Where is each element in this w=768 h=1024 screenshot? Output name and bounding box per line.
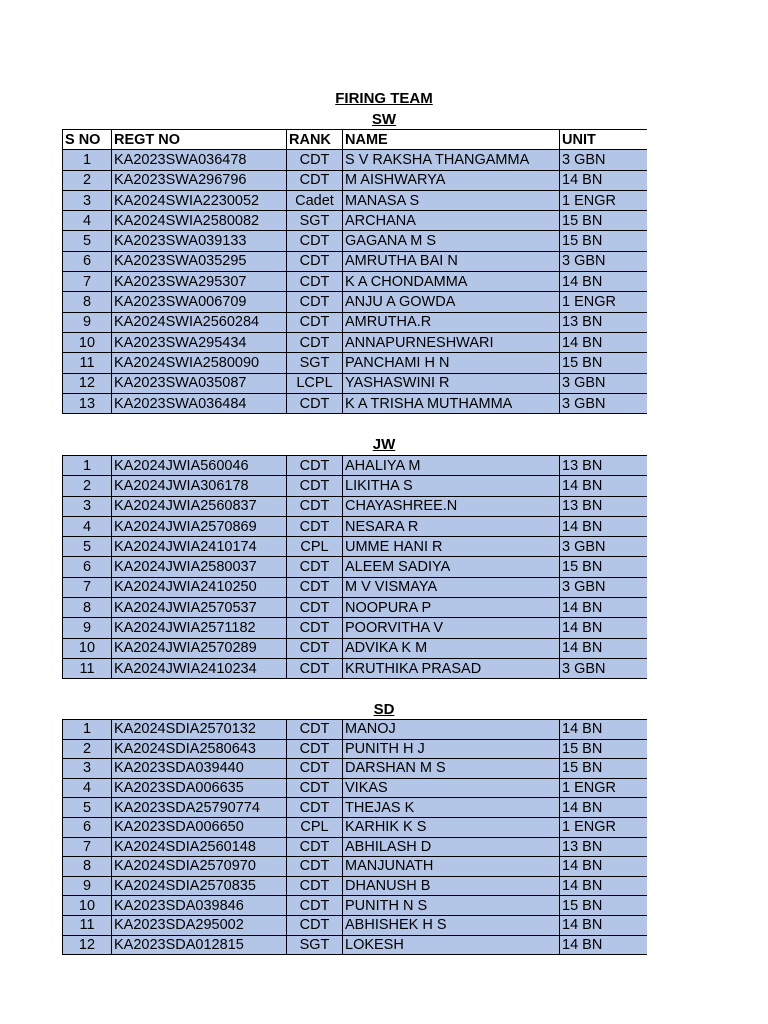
cell-name: DHANUSH B (343, 876, 560, 896)
cell-unit: 1 ENGR (560, 817, 647, 837)
table-row (63, 720, 647, 740)
cell-regt-no: KA2024JWIA2560837 (112, 496, 287, 516)
table-row (63, 817, 647, 837)
cell-regt-no: KA2024JWIA2571182 (112, 618, 287, 638)
table-row (63, 896, 647, 916)
cell-name: ABHISHEK H S (343, 915, 560, 935)
cell-unit: 3 GBN (560, 658, 647, 678)
cell-name: VIKAS (343, 778, 560, 798)
cell-sno: 4 (63, 516, 112, 536)
table-row (63, 638, 647, 658)
table-row (63, 837, 647, 857)
page-title: FIRING TEAM (335, 90, 433, 107)
cell-regt-no: KA2023SDA039440 (112, 759, 287, 779)
cell-sno: 9 (63, 618, 112, 638)
cell-rank: CDT (287, 857, 343, 877)
cell-name: PUNITH H J (343, 739, 560, 759)
header-rank: RANK (287, 130, 343, 150)
cell-name: S V RAKSHA THANGAMMA (343, 150, 560, 170)
cell-sno: 1 (63, 720, 112, 740)
cell-regt-no: KA2024JWIA560046 (112, 456, 287, 476)
cell-regt-no: KA2023SWA006709 (112, 292, 287, 312)
table-row (63, 598, 647, 618)
sw-table (62, 129, 647, 414)
cell-sno: 7 (63, 837, 112, 857)
cell-rank: CDT (287, 798, 343, 818)
cell-unit: 15 BN (560, 759, 647, 779)
table-row (63, 915, 647, 935)
cell-unit: 13 BN (560, 496, 647, 516)
cell-sno: 5 (63, 537, 112, 557)
cell-name: ADVIKA K M (343, 638, 560, 658)
table-row (63, 516, 647, 536)
cell-name: PANCHAMI H N (343, 353, 560, 373)
cell-unit: 13 BN (560, 837, 647, 857)
cell-unit: 1 ENGR (560, 190, 647, 210)
cell-name: GAGANA M S (343, 231, 560, 251)
cell-sno: 3 (63, 759, 112, 779)
cell-name: ARCHANA (343, 211, 560, 231)
cell-unit: 14 BN (560, 876, 647, 896)
cell-name: ANJU A GOWDA (343, 292, 560, 312)
cell-sno: 5 (63, 798, 112, 818)
cell-regt-no: KA2023SDA25790774 (112, 798, 287, 818)
table-row (63, 658, 647, 678)
cell-rank: CDT (287, 150, 343, 170)
cell-regt-no: KA2024JWIA2570869 (112, 516, 287, 536)
cell-regt-no: KA2023SDA006650 (112, 817, 287, 837)
cell-rank: CDT (287, 496, 343, 516)
jw-table (62, 455, 647, 679)
table-row (63, 456, 647, 476)
cell-regt-no: KA2024SDIA2580643 (112, 739, 287, 759)
cell-regt-no: KA2024SDIA2570970 (112, 857, 287, 877)
cell-unit: 15 BN (560, 557, 647, 577)
cell-rank: CDT (287, 896, 343, 916)
header-row (63, 130, 647, 150)
cell-unit: 15 BN (560, 353, 647, 373)
header-sno: S NO (63, 130, 112, 150)
cell-unit: 15 BN (560, 231, 647, 251)
cell-name: UMME HANI R (343, 537, 560, 557)
cell-sno: 2 (63, 170, 112, 190)
cell-sno: 6 (63, 251, 112, 271)
cell-name: M AISHWARYA (343, 170, 560, 190)
cell-unit: 15 BN (560, 896, 647, 916)
cell-unit: 3 GBN (560, 577, 647, 597)
cell-name: PUNITH N S (343, 896, 560, 916)
cell-sno: 6 (63, 817, 112, 837)
table-row (63, 332, 647, 352)
table-row (63, 170, 647, 190)
table-row (63, 876, 647, 896)
table-row (63, 272, 647, 292)
section-title-sw: SW (371, 111, 397, 128)
cell-rank: SGT (287, 211, 343, 231)
cell-rank: CPL (287, 817, 343, 837)
cell-sno: 3 (63, 190, 112, 210)
cell-regt-no: KA2023SDA039846 (112, 896, 287, 916)
table-row (63, 211, 647, 231)
cell-regt-no: KA2023SDA295002 (112, 915, 287, 935)
table-row (63, 537, 647, 557)
cell-rank: CDT (287, 876, 343, 896)
cell-rank: CDT (287, 577, 343, 597)
cell-rank: CDT (287, 598, 343, 618)
cell-name: AHALIYA M (343, 456, 560, 476)
cell-rank: CDT (287, 393, 343, 413)
cell-rank: SGT (287, 935, 343, 955)
cell-rank: CDT (287, 456, 343, 476)
cell-rank: CDT (287, 658, 343, 678)
cell-sno: 1 (63, 150, 112, 170)
cell-regt-no: KA2023SDA006635 (112, 778, 287, 798)
cell-name: LOKESH (343, 935, 560, 955)
cell-rank: CDT (287, 251, 343, 271)
cell-rank: Cadet (287, 190, 343, 210)
cell-sno: 3 (63, 496, 112, 516)
cell-unit: 13 BN (560, 312, 647, 332)
cell-unit: 14 BN (560, 915, 647, 935)
cell-name: KARHIK K S (343, 817, 560, 837)
cell-sno: 2 (63, 739, 112, 759)
cell-regt-no: KA2024SDIA2570132 (112, 720, 287, 740)
cell-sno: 10 (63, 638, 112, 658)
cell-regt-no: KA2024SWIA2230052 (112, 190, 287, 210)
cell-unit: 14 BN (560, 798, 647, 818)
cell-regt-no: KA2024SDIA2560148 (112, 837, 287, 857)
table-row (63, 577, 647, 597)
table-row (63, 759, 647, 779)
cell-unit: 3 GBN (560, 537, 647, 557)
cell-name: M V VISMAYA (343, 577, 560, 597)
cell-sno: 4 (63, 211, 112, 231)
cell-sno: 8 (63, 292, 112, 312)
cell-name: NOOPURA P (343, 598, 560, 618)
cell-unit: 14 BN (560, 476, 647, 496)
header-name: NAME (343, 130, 560, 150)
cell-sno: 12 (63, 373, 112, 393)
cell-regt-no: KA2024JWIA2580037 (112, 557, 287, 577)
cell-rank: CDT (287, 557, 343, 577)
cell-unit: 14 BN (560, 516, 647, 536)
cell-rank: CDT (287, 720, 343, 740)
cell-unit: 14 BN (560, 935, 647, 955)
cell-unit: 1 ENGR (560, 778, 647, 798)
cell-rank: CDT (287, 272, 343, 292)
cell-name: DARSHAN M S (343, 759, 560, 779)
table-row (63, 393, 647, 413)
table-row (63, 857, 647, 877)
cell-regt-no: KA2023SWA296796 (112, 170, 287, 190)
cell-rank: CDT (287, 739, 343, 759)
cell-regt-no: KA2024SWIA2560284 (112, 312, 287, 332)
cell-sno: 9 (63, 876, 112, 896)
cell-regt-no: KA2023SDA012815 (112, 935, 287, 955)
table-row (63, 778, 647, 798)
cell-regt-no: KA2023SWA039133 (112, 231, 287, 251)
cell-rank: LCPL (287, 373, 343, 393)
cell-sno: 13 (63, 393, 112, 413)
cell-sno: 5 (63, 231, 112, 251)
cell-sno: 8 (63, 857, 112, 877)
cell-sno: 12 (63, 935, 112, 955)
cell-sno: 7 (63, 577, 112, 597)
table-row (63, 353, 647, 373)
cell-unit: 14 BN (560, 618, 647, 638)
cell-rank: CDT (287, 618, 343, 638)
cell-unit: 13 BN (560, 456, 647, 476)
cell-unit: 14 BN (560, 598, 647, 618)
cell-regt-no: KA2024JWIA2410234 (112, 658, 287, 678)
cell-sno: 1 (63, 456, 112, 476)
cell-regt-no: KA2024JWIA2570289 (112, 638, 287, 658)
cell-name: YASHASWINI R (343, 373, 560, 393)
cell-regt-no: KA2024JWIA2570537 (112, 598, 287, 618)
cell-name: K A CHONDAMMA (343, 272, 560, 292)
cell-unit: 14 BN (560, 272, 647, 292)
cell-rank: CDT (287, 759, 343, 779)
cell-sno: 11 (63, 353, 112, 373)
cell-rank: CDT (287, 312, 343, 332)
table-row (63, 935, 647, 955)
table-row (63, 739, 647, 759)
cell-unit: 3 GBN (560, 373, 647, 393)
cell-rank: CDT (287, 915, 343, 935)
table-row (63, 373, 647, 393)
cell-name: AMRUTHA.R (343, 312, 560, 332)
cell-rank: CDT (287, 231, 343, 251)
cell-name: KRUTHIKA PRASAD (343, 658, 560, 678)
cell-regt-no: KA2023SWA295434 (112, 332, 287, 352)
cell-rank: CPL (287, 537, 343, 557)
table-row (63, 292, 647, 312)
table-row (63, 798, 647, 818)
cell-unit: 14 BN (560, 638, 647, 658)
cell-sno: 7 (63, 272, 112, 292)
cell-rank: SGT (287, 353, 343, 373)
cell-rank: CDT (287, 778, 343, 798)
cell-unit: 14 BN (560, 857, 647, 877)
cell-sno: 8 (63, 598, 112, 618)
cell-sno: 11 (63, 658, 112, 678)
cell-regt-no: KA2023SWA035087 (112, 373, 287, 393)
cell-sno: 4 (63, 778, 112, 798)
cell-regt-no: KA2023SWA035295 (112, 251, 287, 271)
cell-regt-no: KA2023SWA036478 (112, 150, 287, 170)
cell-unit: 14 BN (560, 332, 647, 352)
cell-regt-no: KA2024SDIA2570835 (112, 876, 287, 896)
cell-name: POORVITHA V (343, 618, 560, 638)
cell-name: MANASA S (343, 190, 560, 210)
sd-table (62, 719, 647, 955)
cell-regt-no: KA2023SWA036484 (112, 393, 287, 413)
table-row (63, 231, 647, 251)
table-row (63, 312, 647, 332)
cell-sno: 9 (63, 312, 112, 332)
cell-unit: 3 GBN (560, 150, 647, 170)
table-row (63, 251, 647, 271)
cell-unit: 3 GBN (560, 251, 647, 271)
table-row (63, 476, 647, 496)
cell-name: MANJUNATH (343, 857, 560, 877)
cell-unit: 14 BN (560, 170, 647, 190)
cell-name: ABHILASH D (343, 837, 560, 857)
cell-rank: CDT (287, 837, 343, 857)
table-row (63, 557, 647, 577)
cell-unit: 3 GBN (560, 393, 647, 413)
cell-unit: 15 BN (560, 739, 647, 759)
cell-name: LIKITHA S (343, 476, 560, 496)
cell-sno: 2 (63, 476, 112, 496)
cell-rank: CDT (287, 476, 343, 496)
table-row (63, 190, 647, 210)
cell-name: THEJAS K (343, 798, 560, 818)
cell-name: NESARA R (343, 516, 560, 536)
cell-sno: 6 (63, 557, 112, 577)
table-row (63, 150, 647, 170)
cell-name: K A TRISHA MUTHAMMA (343, 393, 560, 413)
cell-name: MANOJ (343, 720, 560, 740)
cell-unit: 14 BN (560, 720, 647, 740)
cell-unit: 1 ENGR (560, 292, 647, 312)
cell-rank: CDT (287, 332, 343, 352)
cell-regt-no: KA2024SWIA2580082 (112, 211, 287, 231)
cell-rank: CDT (287, 516, 343, 536)
cell-name: ANNAPURNESHWARI (343, 332, 560, 352)
header-regt-no: REGT NO (112, 130, 287, 150)
section-title-jw: JW (372, 436, 396, 453)
table-row (63, 496, 647, 516)
table-row (63, 618, 647, 638)
cell-sno: 10 (63, 332, 112, 352)
cell-rank: CDT (287, 638, 343, 658)
cell-name: ALEEM SADIYA (343, 557, 560, 577)
cell-regt-no: KA2024JWIA306178 (112, 476, 287, 496)
cell-sno: 11 (63, 915, 112, 935)
cell-rank: CDT (287, 292, 343, 312)
cell-regt-no: KA2024JWIA2410250 (112, 577, 287, 597)
cell-name: CHAYASHREE.N (343, 496, 560, 516)
header-unit: UNIT (560, 130, 647, 150)
cell-rank: CDT (287, 170, 343, 190)
cell-regt-no: KA2024JWIA2410174 (112, 537, 287, 557)
cell-sno: 10 (63, 896, 112, 916)
cell-unit: 15 BN (560, 211, 647, 231)
cell-name: AMRUTHA BAI N (343, 251, 560, 271)
cell-regt-no: KA2024SWIA2580090 (112, 353, 287, 373)
cell-regt-no: KA2023SWA295307 (112, 272, 287, 292)
section-title-sd: SD (373, 701, 395, 718)
